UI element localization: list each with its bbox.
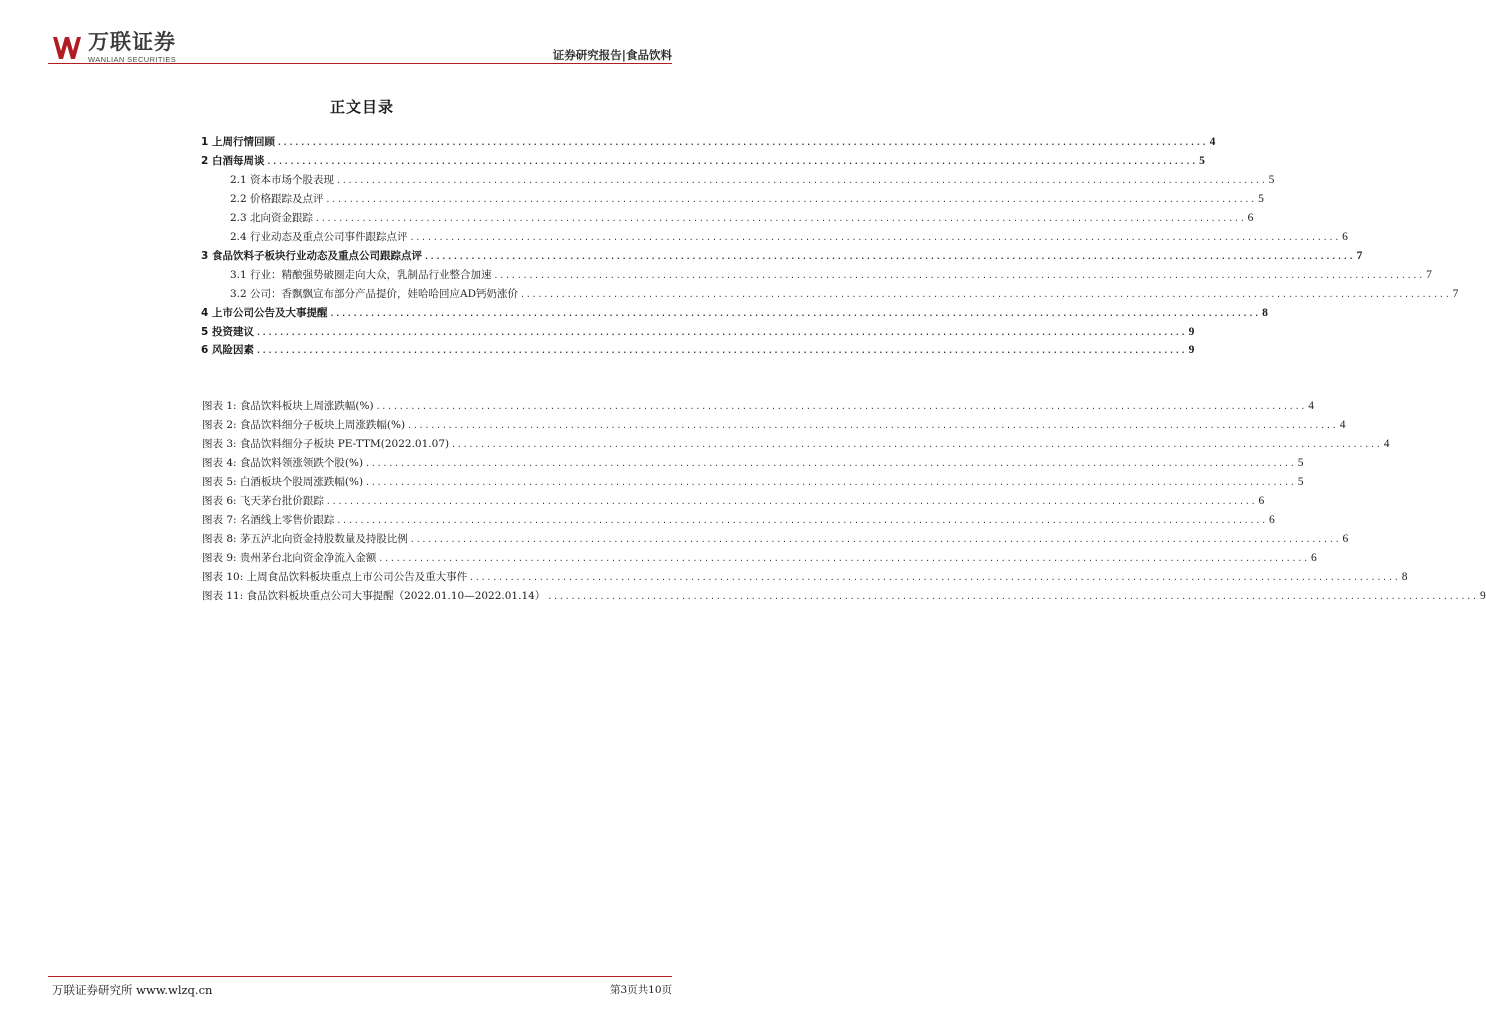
toc-entry[interactable]: 3 食品饮料子板块行业动态及重点公司跟踪点评 ................................................................................................................................................................ 7: [201, 248, 670, 264]
toc-entry[interactable]: 2.4 行业动态及重点公司事件跟踪点评 ................................................................................................................................................................ 6: [230, 229, 670, 245]
toc-entry[interactable]: 2.2 价格跟踪及点评 ................................................................................................................................................................ 5: [230, 191, 670, 207]
leader-dots: ................................................................................................................................................................: [493, 271, 1425, 280]
toc-title: 正文目录: [329, 98, 394, 116]
leader-dots: ................................................................................................................................................................: [315, 214, 1246, 223]
toc-entry[interactable]: 3.2 公司：香飘飘宣布部分产品提价，娃哈哈回应AD钙奶涨价 ................................................................................................................................................................ 7: [230, 286, 670, 302]
figure-entry[interactable]: 图表 6: 飞天茅台批价跟踪 ................................................................................................................................................................ 6: [202, 493, 670, 509]
figure-entry[interactable]: 图表 5: 白酒板块个股周涨跌幅(%) ................................................................................................................................................................ 5: [202, 474, 670, 490]
toc-entry[interactable]: 1 上周行情回顾 ................................................................................................................................................................ 4: [201, 134, 670, 150]
leader-dots: ................................................................................................................................................................: [255, 328, 1187, 337]
leader-dots: ................................................................................................................................................................: [451, 440, 1382, 449]
leader-dots: ................................................................................................................................................................: [469, 573, 1400, 582]
leader-dots: ................................................................................................................................................................: [266, 157, 1198, 166]
footer-source: 万联证券研究所 www.wlzq.cn: [52, 983, 213, 997]
leader-dots: ................................................................................................................................................................: [325, 497, 1257, 506]
logo-english-name: WANLIAN SECURITIES: [88, 55, 177, 65]
figure-entry[interactable]: 图表 11: 食品饮料板块重点公司大事提醒（2022.01.10—2022.01.14） ................................................................................................................................................................ 9: [202, 588, 670, 604]
page-number: 第3页共10页: [609, 984, 672, 996]
leader-dots: ................................................................................................................................................................: [325, 195, 1257, 204]
report-type-label: 证券研究报告|食品饮料: [552, 48, 672, 62]
logo-mark-icon: [52, 33, 82, 63]
leader-dots: ................................................................................................................................................................: [365, 478, 1296, 487]
toc-entry[interactable]: 2.1 资本市场个股表现 ................................................................................................................................................................ 5: [230, 172, 670, 188]
leader-dots: ................................................................................................................................................................: [336, 176, 1267, 185]
toc-entry[interactable]: 2.3 北向资金跟踪 ................................................................................................................................................................ 6: [230, 210, 670, 226]
leader-dots: ................................................................................................................................................................: [276, 138, 1208, 147]
company-logo: [52, 30, 176, 66]
logo-chinese-name: 万联证券: [88, 30, 176, 55]
leader-dots: ................................................................................................................................................................: [409, 535, 1341, 544]
leader-dots: ................................................................................................................................................................: [255, 346, 1187, 355]
leader-dots: ................................................................................................................................................................: [407, 421, 1338, 430]
leader-dots: ................................................................................................................................................................: [378, 554, 1310, 563]
figure-entry[interactable]: 图表 10: 上周食品饮料板块重点上市公司公告及重大事件 ................................................................................................................................................................ 8: [202, 569, 670, 585]
figure-entry[interactable]: 图表 8: 茅五泸北向资金持股数量及持股比例 ................................................................................................................................................................ 6: [202, 531, 670, 547]
figure-entry[interactable]: 图表 1: 食品饮料板块上周涨跌幅(%) ................................................................................................................................................................ 4: [202, 398, 670, 414]
toc-entry[interactable]: 3.1 行业：精酿强势破圈走向大众，乳制品行业整合加速 ................................................................................................................................................................ 7: [230, 267, 670, 283]
figure-entry[interactable]: 图表 3: 食品饮料细分子板块 PE-TTM(2022.01.07) ................................................................................................................................................................ 4: [202, 436, 670, 452]
header-divider: [48, 63, 672, 64]
leader-dots: ................................................................................................................................................................: [409, 233, 1341, 242]
toc-entry[interactable]: 2 白酒每周谈 ................................................................................................................................................................ 5: [201, 153, 670, 169]
leader-dots: ................................................................................................................................................................: [336, 516, 1268, 525]
leader-dots: ................................................................................................................................................................: [365, 459, 1296, 468]
leader-dots: ................................................................................................................................................................: [547, 592, 1478, 601]
leader-dots: ................................................................................................................................................................: [329, 309, 1261, 318]
toc-entry[interactable]: 4 上市公司公告及大事提醒 ................................................................................................................................................................ 8: [201, 305, 670, 321]
leader-dots: ................................................................................................................................................................: [520, 290, 1451, 299]
figure-entry[interactable]: 图表 4: 食品饮料领涨领跌个股(%) ................................................................................................................................................................ 5: [202, 455, 670, 471]
figure-entry[interactable]: 图表 9: 贵州茅台北向资金净流入金额 ................................................................................................................................................................ 6: [202, 550, 670, 566]
leader-dots: ................................................................................................................................................................: [375, 402, 1307, 411]
toc-entry[interactable]: 6 风险因素 ................................................................................................................................................................ 9: [201, 342, 670, 358]
leader-dots: ................................................................................................................................................................: [423, 252, 1355, 261]
figure-entry[interactable]: 图表 7: 名酒线上零售价跟踪 ................................................................................................................................................................ 6: [202, 512, 670, 528]
figure-entry[interactable]: 图表 2: 食品饮料细分子板块上周涨跌幅(%) ................................................................................................................................................................ 4: [202, 417, 670, 433]
toc-entry[interactable]: 5 投资建议 ................................................................................................................................................................ 9: [201, 324, 670, 340]
footer-divider: [48, 976, 672, 977]
